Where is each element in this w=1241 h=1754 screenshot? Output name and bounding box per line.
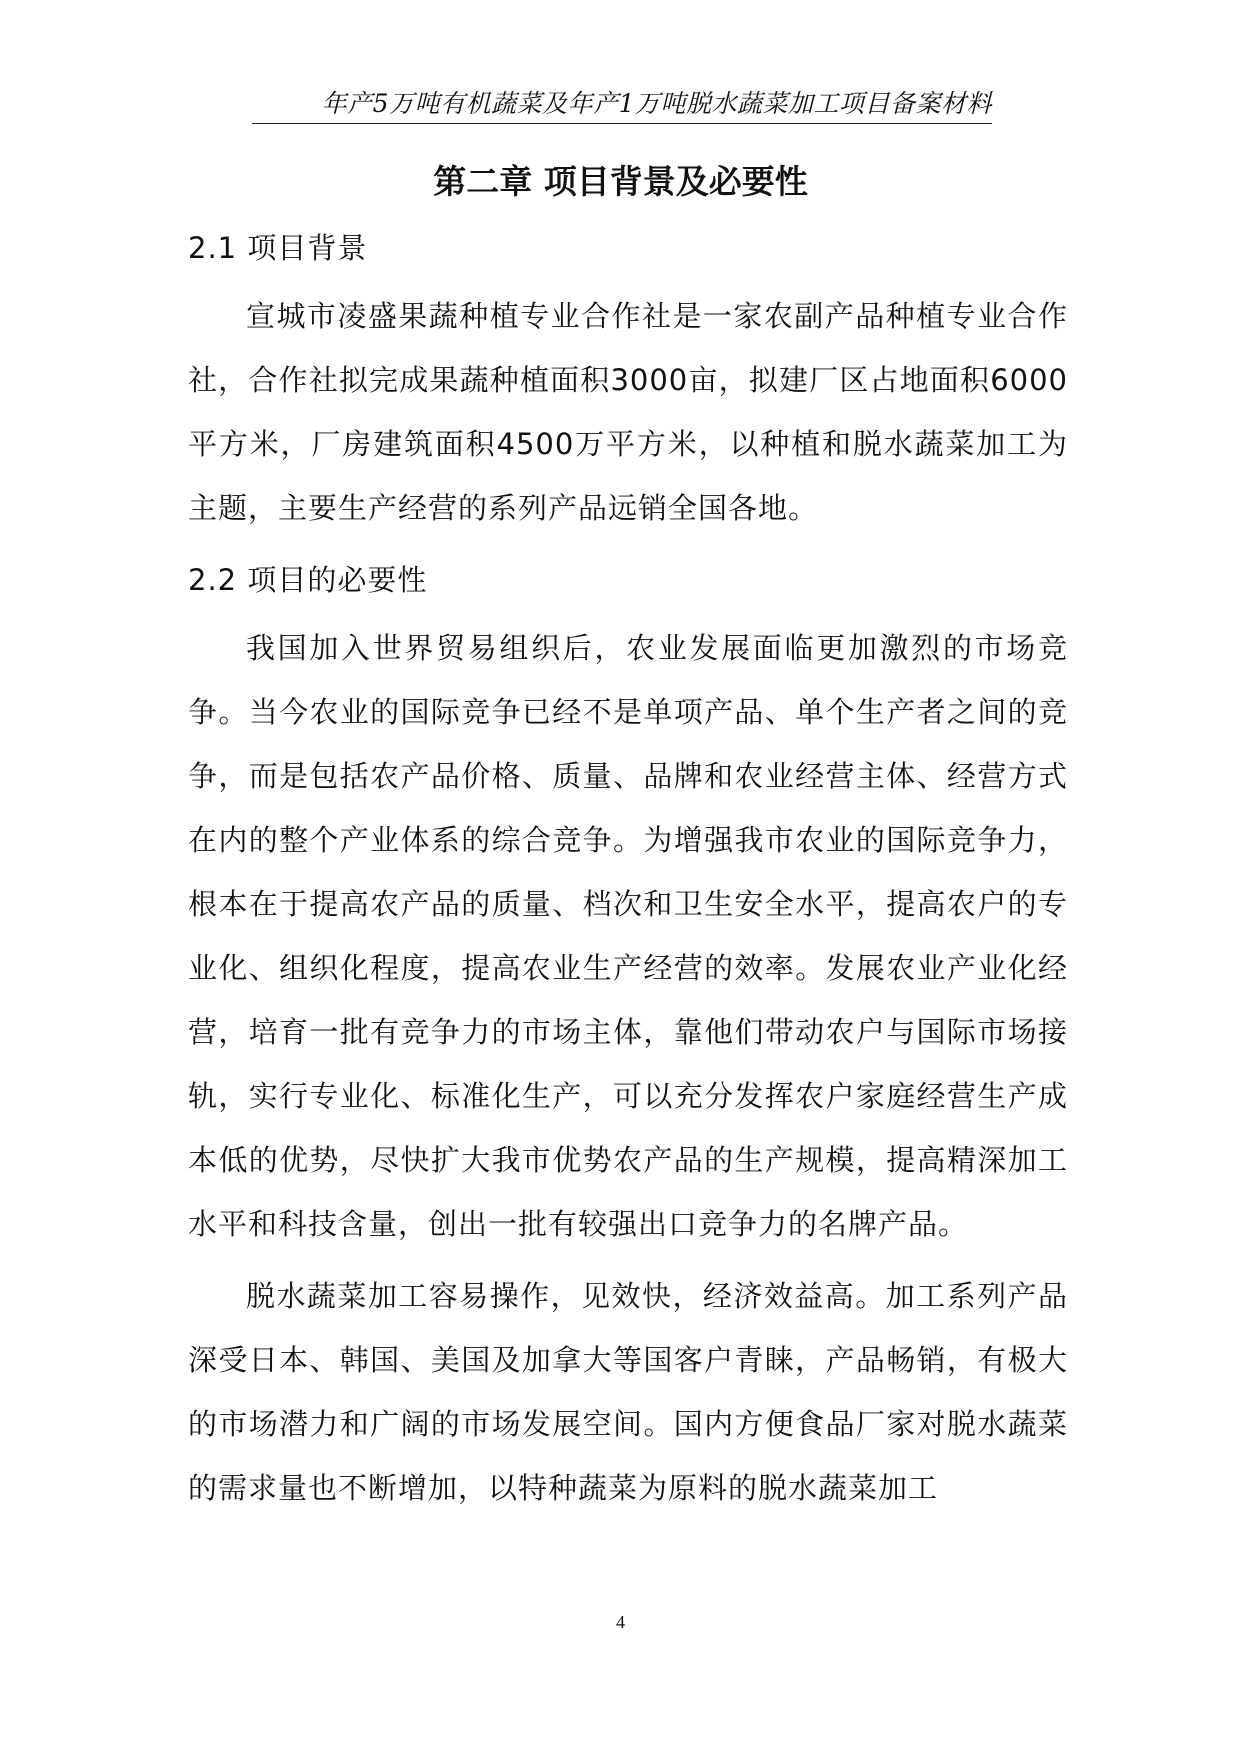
- section-heading-2-1: 2.1 项目背景: [188, 231, 368, 265]
- paragraph-project-background: 宣城市凌盛果蔬种植专业合作社是一家农副产品种植专业合作社，合作社拟完成果蔬种植面积3000亩，拟建厂区占地面积6000平方米，厂房建筑面积4500万平方米，以种植和脱水蔬菜加工为主题，主要生产经营的系列产品远销全国各地。: [188, 299, 1068, 525]
- page-number: 4: [616, 1612, 625, 1632]
- header-rule: [252, 123, 992, 124]
- paragraph-dehydrated-vegetables: 脱水蔬菜加工容易操作，见效快，经济效益高。加工系列产品深受日本、韩国、美国及加拿大等国客户青睐，产品畅销，有极大的市场潜力和广阔的市场发展空间。国内方便食品厂家对脱水蔬菜的需求量也不断增加，以特种蔬菜为原料的脱水蔬菜加工: [188, 1279, 1068, 1505]
- section-heading-2-2: 2.2 项目的必要性: [188, 563, 428, 597]
- chapter-title: 第二章 项目背景及必要性: [433, 162, 808, 201]
- paragraph-necessity-wto: 我国加入世界贸易组织后，农业发展面临更加激烈的市场竞争。当今农业的国际竞争已经不是单项产品、单个生产者之间的竞争，而是包括农产品价格、质量、品牌和农业经营主体、经营方式在内的整个产业体系的综合竞争。为增强我市农业的国际竞争力，根本在于提高农产品的质量、档次和卫生安全水平，提高农户的专业化、组织化程度，提高农业生产经营的效率。发展农业产业化经营，培育一批有竞争力的市场主体，靠他们带动农户与国际市场接轨，实行专业化、标准化生产，可以充分发挥农户家庭经营生产成本低的优势，尽快扩大我市优势农产品的生产规模，提高精深加工水平和科技含量，创出一批有较强出口竞争力的名牌产品。: [188, 631, 1068, 1241]
- document-body: [188, 216, 1068, 1528]
- running-header: 年产5万吨有机蔬菜及年产1万吨脱水蔬菜加工项目备案材料: [321, 89, 992, 118]
